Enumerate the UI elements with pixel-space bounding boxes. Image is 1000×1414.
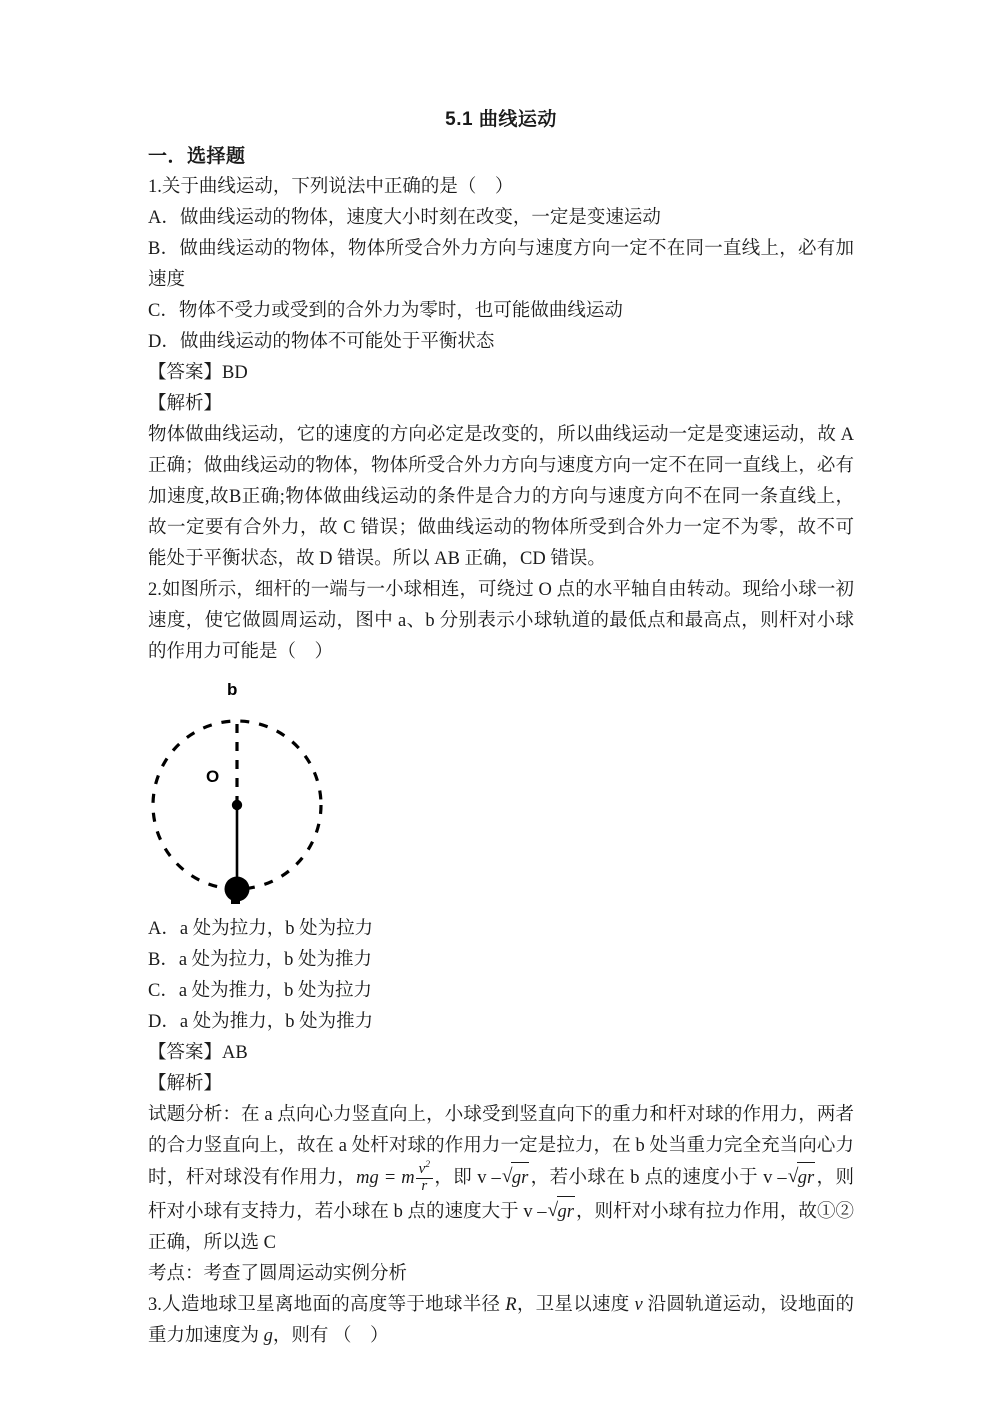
sqrt-radicand: gr xyxy=(511,1162,529,1194)
analysis-segment-4: ，则杆对小球有支持力，若小球在 b 点的速度大于 v – xyxy=(148,1168,854,1222)
analysis-segment-1: 试题分析：在 a 点向心力竖直向上，小球受到竖直向下的重力和杆对球的作用力，两者的合力竖直向上，故在 a 处杆对球的作用力一定是拉力，在 b 处当重力完全充当向心力时，杆对球没有作用力， xyxy=(148,1105,854,1188)
question-1-option-d: D．做曲线运动的物体不可能处于平衡状态 xyxy=(148,332,495,352)
pivot-point-icon xyxy=(232,800,242,810)
fraction-exponent: 2 xyxy=(425,1160,430,1170)
analysis-segment-5: ，则杆对小球有拉力作用，故①②正确，所以选 C xyxy=(148,1201,854,1253)
fraction-numerator: $v^2$ xyxy=(416,1161,433,1179)
formula-mg: mg = m xyxy=(356,1168,415,1188)
fraction-v2-over-r xyxy=(416,1161,433,1195)
rod-ball-circle-diagram xyxy=(148,674,854,910)
variable-g: g xyxy=(263,1325,273,1346)
question-2-analysis-text xyxy=(148,1100,854,1259)
question-1-stem: 1.关于曲线运动，下列说法中正确的是（ ） xyxy=(148,177,514,197)
answer-label: 【答案】 xyxy=(148,1043,223,1063)
stem-segment-1: 3.人造地球卫星离地面的高度等于地球半径 xyxy=(148,1294,506,1315)
variable-v: v xyxy=(634,1294,643,1315)
question-1-option-a: A．做曲线运动的物体，速度大小时刻在改变，一定是变速运动 xyxy=(148,208,661,228)
figure-label-b: b xyxy=(227,680,238,699)
sqrt-radicand: gr xyxy=(557,1196,575,1228)
question-3-stem xyxy=(148,1290,854,1352)
question-1-answer xyxy=(148,358,854,389)
analysis-segment-3: ，若小球在 b 点的速度小于 v – xyxy=(530,1168,787,1188)
question-2-answer xyxy=(148,1038,854,1069)
question-1-analysis-label: 【解析】 xyxy=(148,394,223,414)
analysis-segment-2: ，即 v – xyxy=(433,1168,501,1188)
section-heading-choice: 一．选择题 xyxy=(148,146,246,167)
sqrt-gr-1 xyxy=(502,1162,529,1194)
sqrt-gr-3 xyxy=(548,1196,575,1228)
question-1 xyxy=(148,172,854,575)
question-3 xyxy=(148,1290,854,1352)
sqrt-gr-2 xyxy=(788,1162,815,1194)
sqrt-radicand: gr xyxy=(797,1162,815,1194)
page-title: 5.1 曲线运动 xyxy=(445,109,557,130)
stem-segment-2: ，卫星以速度 xyxy=(516,1294,635,1315)
variable-R: R xyxy=(505,1294,517,1315)
answer-value: BD xyxy=(222,363,248,383)
question-2-option-b: B．a 处为拉力，b 处为推力 xyxy=(148,950,373,970)
ball-tail-icon xyxy=(231,895,240,904)
question-1-analysis-text: 物体做曲线运动，它的速度的方向必定是改变的，所以曲线运动一定是变速运动，故 A 正确；做曲线运动的物体，物体所受合外力方向与速度方向一定不在同一直线上，必有加速度,故B正确;物体做曲线运动的条件是合力的方向与速度方向不在同一条直线上，故一定要有合外力，故 C 错误；做曲线运动的物体所受到合外力一定不为零，故不可能处于平衡状态，故 D 错误。所以 AB 正确，CD 错误。 xyxy=(148,425,854,569)
question-2-analysis-label: 【解析】 xyxy=(148,1074,223,1094)
question-2-exam-point: 考点：考查了圆周运动实例分析 xyxy=(148,1263,408,1284)
document-content xyxy=(148,104,854,1352)
question-1-option-b: B．做曲线运动的物体，物体所受合外力方向与速度方向一定不在同一直线上，必有加速度 xyxy=(148,239,854,290)
question-2-option-c: C．a 处为推力，b 处为拉力 xyxy=(148,981,373,1001)
answer-value: AB xyxy=(222,1043,248,1063)
question-2-option-a: A．a 处为拉力，b 处为拉力 xyxy=(148,919,374,939)
question-2-option-d: D．a 处为推力，b 处为推力 xyxy=(148,1012,374,1032)
answer-label: 【答案】 xyxy=(148,363,223,383)
circle-motion-svg xyxy=(148,674,378,904)
stem-segment-4: ，则有 （ ） xyxy=(272,1325,389,1346)
stem-segment-3: 沿圆轨道运动，设地面的重力加速度为 xyxy=(148,1294,854,1346)
question-1-option-c: C．物体不受力或受到的合外力为零时，也可能做曲线运动 xyxy=(148,301,623,321)
question-2-stem: 2.如图所示，细杆的一端与一小球相连，可绕过 O 点的水平轴自由转动。现给小球一初速度，使它做圆周运动，图中 a、b 分别表示小球轨道的最低点和最高点，则杆对小球的作用力可能是（ ） xyxy=(148,580,854,662)
figure-label-o: O xyxy=(206,767,220,786)
question-2 xyxy=(148,575,854,1290)
fraction-denominator: r xyxy=(421,1177,428,1194)
